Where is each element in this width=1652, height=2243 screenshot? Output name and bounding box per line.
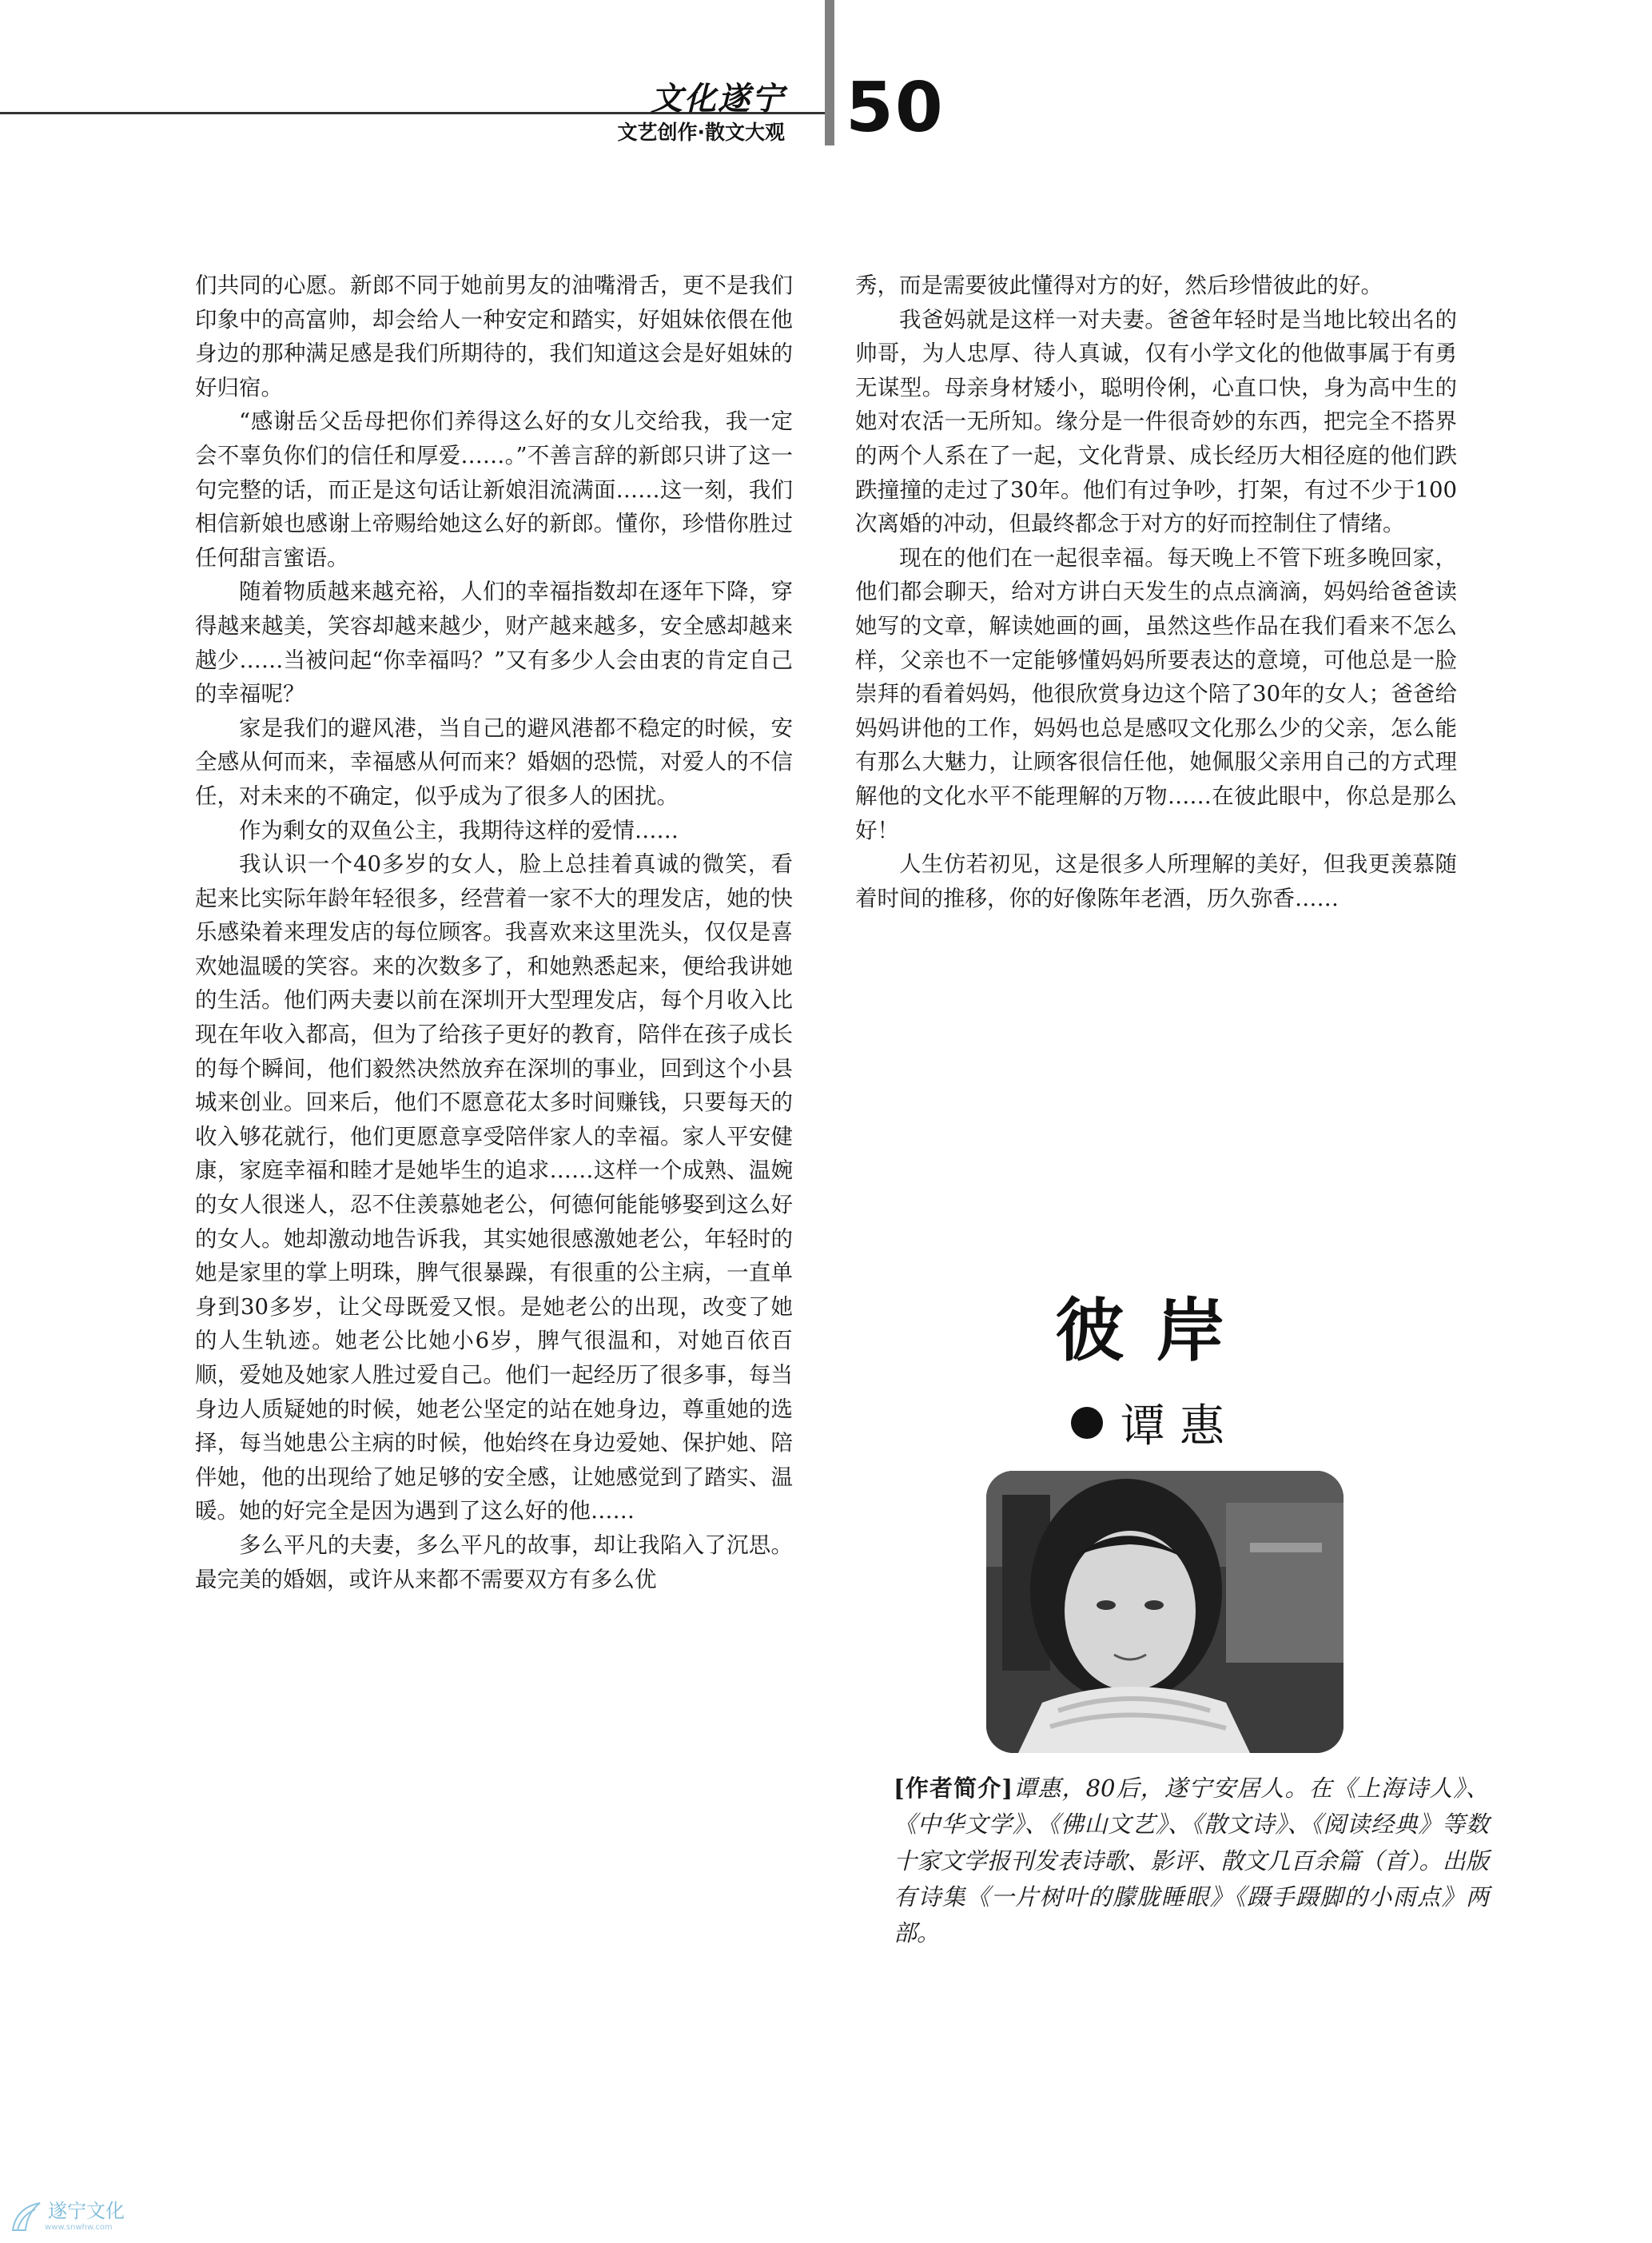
bio-label: [作者简介] <box>894 1775 1013 1802</box>
article-title: 彼岸 <box>1055 1291 1257 1371</box>
watermark-url: www.snwhw.com <box>45 2223 113 2232</box>
left-text-column <box>195 269 793 1596</box>
article-author <box>1071 1391 1239 1455</box>
paragraph: 们共同的心愿。新郎不同于她前男友的油嘴滑舌，更不是我们印象中的高富帅，却会给人一种安定和踏实，好姐妹依偎在他身边的那种满足感是我们所期待的，我们知道这会是好姐妹的好归宿。 <box>195 273 793 400</box>
right-text-column <box>855 269 1457 915</box>
author-portrait-image <box>986 1471 1343 1753</box>
author-photo <box>986 1471 1343 1753</box>
site-watermark <box>8 2198 125 2235</box>
paragraph: 家是我们的避风港，当自己的避风港都不稳定的时候，安全感从何而来，幸福感从何而来？婚姻的恐慌，对爱人的不信任，对未来的不确定，似乎成为了很多人的困扰。 <box>195 715 793 809</box>
header-divider <box>825 0 834 145</box>
column-title: 文化遂宁 <box>651 81 785 118</box>
watermark-logo-icon <box>8 2198 45 2235</box>
paragraph: “感谢岳父岳母把你们养得这么好的女儿交给我，我一定会不辜负你们的信任和厚爱……。”不善言辞的新郎只讲了这一句完整的话，而正是这句话让新娘泪流满面……这一刻，我们相信新娘也感谢上帝赐给她这么好的新郎。懂你，珍惜你胜过任何甜言蜜语。 <box>195 408 793 571</box>
watermark-name: 遂宁文化 <box>48 2200 125 2222</box>
bullet-dot-icon <box>1071 1407 1103 1439</box>
paragraph: 现在的他们在一起很幸福。每天晚上不管下班多晚回家，他们都会聊天，给对方讲白天发生的点点滴滴，妈妈给爸爸读她写的文章，解读她画的画，虽然这些作品在我们看来不怎么样，父亲也不一定能够懂妈妈所要表达的意境，可他总是一脸崇拜的看着妈妈，他很欣赏身边这个陪了30年的女人；爸爸给妈妈讲他的工作，妈妈也总是感叹文化那么少的父亲，怎么能有那么大魅力，让顾客很信任他，她佩服父亲用自己的方式理解他的文化水平不能理解的万物……在彼此眼中，你总是那么好！ <box>855 544 1457 843</box>
paragraph: 秀，而是需要彼此懂得对方的好，然后珍惜彼此的好。 <box>855 273 1383 298</box>
paragraph: 人生仿若初见，这是很多人所理解的美好，但我更羡慕随着时间的推移，你的好像陈年老酒，历久弥香…… <box>855 851 1457 911</box>
page-number: 50 <box>846 68 945 148</box>
bio-text: 谭惠，80后，遂宁安居人。在《上海诗人》、《中华文学》、《佛山文艺》、《散文诗》、《阅读经典》等数十家文学报刊发表诗歌、影评、散文几百余篇（首）。出版有诗集《一片树叶的朦胧睡眼》《蹑手蹑脚的小雨点》两部。 <box>894 1775 1489 1947</box>
column-subtitle: 文艺创作·散文大观 <box>617 121 785 144</box>
paragraph: 我爸妈就是这样一对夫妻。爸爸年轻时是当地比较出名的帅哥，为人忠厚、待人真诚，仅有小学文化的他做事属于有勇无谋型。母亲身材矮小，聪明伶俐，心直口快，身为高中生的她对农活一无所知。缘分是一件很奇妙的东西，把完全不搭界的两个人系在了一起，文化背景、成长经历大相径庭的他们跌跌撞撞的走过了30年。他们有过争吵，打架，有过不少于100次离婚的冲动，但最终都念于对方的好而控制住了情绪。 <box>855 306 1457 537</box>
author-bio <box>894 1771 1489 1951</box>
paragraph: 作为剩女的双鱼公主，我期待这样的爱情…… <box>239 817 679 843</box>
author-name: 谭惠 <box>1121 1400 1239 1452</box>
paragraph: 我认识一个40多岁的女人，脸上总挂着真诚的微笑，看起来比实际年龄年轻很多，经营着一家不大的理发店，她的快乐感染着来理发店的每位顾客。我喜欢来这里洗头，仅仅是喜欢她温暖的笑容。来的次数多了，和她熟悉起来，便给我讲她的生活。他们两夫妻以前在深圳开大型理发店，每个月收入比现在年收入都高，但为了给孩子更好的教育，陪伴在孩子成长的每个瞬间，他们毅然决然放弃在深圳的事业，回到这个小县城来创业。回来后，他们不愿意花太多时间赚钱，只要每天的收入够花就行，他们更愿意享受陪伴家人的幸福。家人平安健康，家庭幸福和睦才是她毕生的追求……这样一个成熟、温婉的女人很迷人，忍不住羡慕她老公，何德何能能够娶到这么好的女人。她却激动地告诉我，其实她很感激她老公，年轻时的她是家里的掌上明珠，脾气很暴躁，有很重的公主病，一直单身到30多岁，让父母既爱又恨。是她老公的出现，改变了她的人生轨迹。她老公比她小6岁，脾气很温和，对她百依百顺，爱她及她家人胜过爱自己。他们一起经历了很多事，每当身边人质疑她的时候，她老公坚定的站在她身边，尊重她的选择，每当她患公主病的时候，他始终在身边爱她、保护她、陪伴她，他的出现给了她足够的安全感，让她感觉到了踏实、温暖。她的好完全是因为遇到了这么好的他…… <box>195 851 793 1524</box>
paragraph: 随着物质越来越充裕，人们的幸福指数却在逐年下降，穿得越来越美，笑容却越来越少，财产越来越多，安全感却越来越少……当被问起“你幸福吗？”又有多少人会由衷的肯定自己的幸福呢？ <box>195 579 793 707</box>
paragraph: 多么平凡的夫妻，多么平凡的故事，却让我陷入了沉思。最完美的婚姻，或许从来都不需要双方有多么优 <box>195 1532 793 1592</box>
